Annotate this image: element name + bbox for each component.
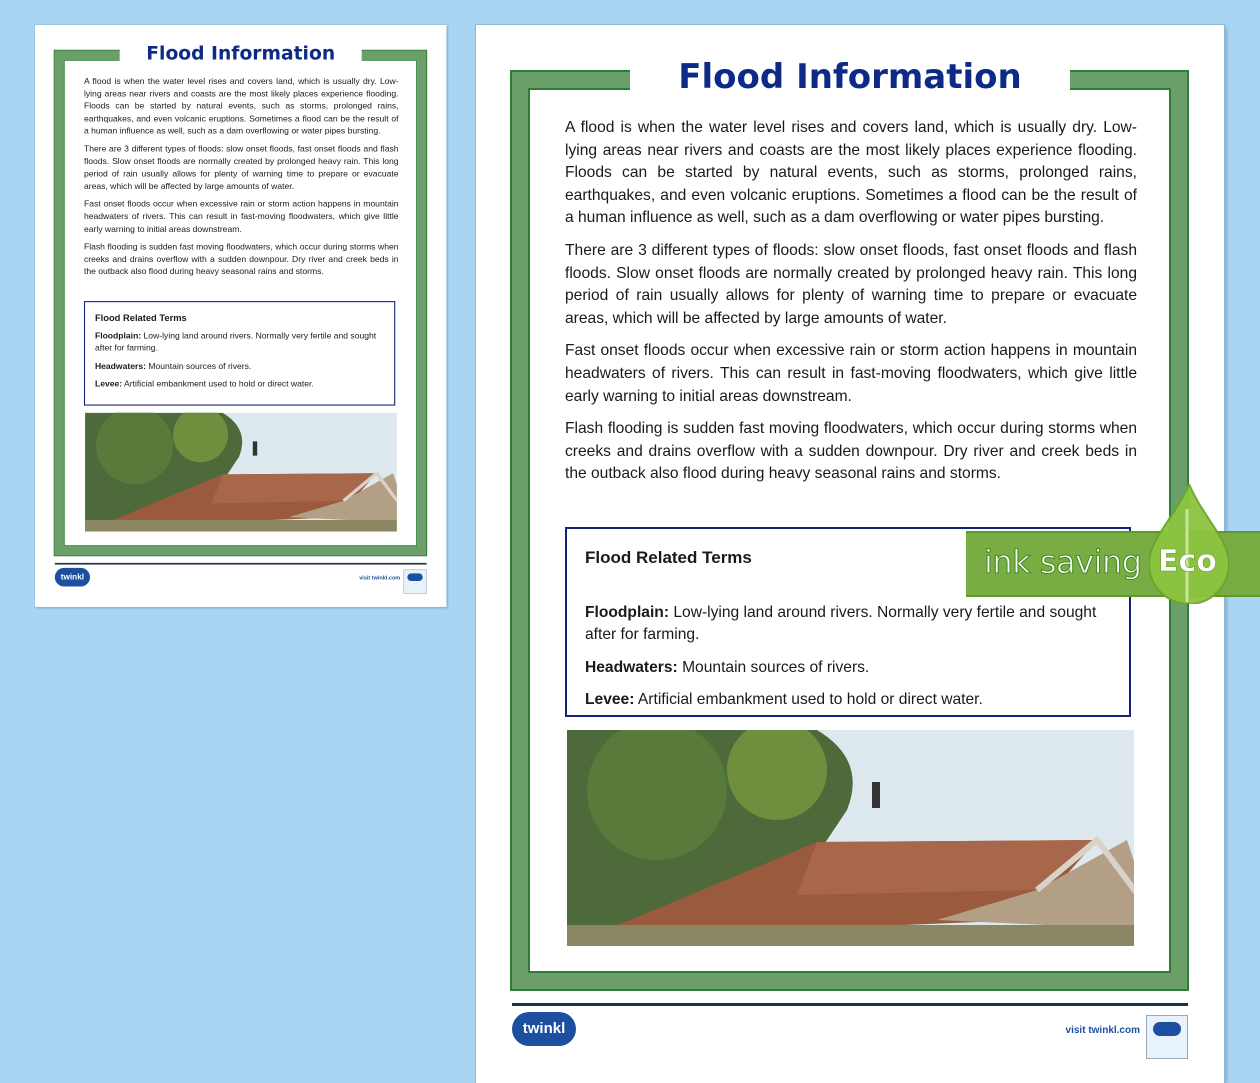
- eco-label: Eco: [1158, 544, 1217, 579]
- terms-heading: Flood Related Terms: [585, 548, 752, 567]
- flooded-house-illustration: [567, 730, 1134, 946]
- term-item: [585, 657, 1111, 680]
- flooded-house-illustration: [85, 413, 397, 532]
- document-preview-small: [35, 25, 446, 607]
- definition: Artificial embankment used to hold or direct water.: [122, 379, 314, 389]
- term-item: [95, 330, 384, 355]
- footer-divider: [512, 1003, 1188, 1006]
- paragraph: Fast onset floods occur when excessive rain or storm action happens in mountain headwaters of rivers. This can result in fast-moving floodwaters, which give little early warning to initial areas downstream.: [565, 342, 1137, 405]
- terms-box: [84, 301, 395, 406]
- body-text: [84, 76, 399, 284]
- paragraph: There are 3 different types of floods: slow onset floods, fast onset floods and flash floods. Slow onset floods are normally created by prolonged heavy rain. This long period of rain usually allows for plenty of warning time to prepare or evacuate areas, which will be affected by large amounts of water.: [565, 241, 1137, 327]
- term-item: [585, 689, 1111, 712]
- paragraph: A flood is when the water level rises and covers land, which is usually dry. Low-lying areas near rivers and coasts are the most likely places experience flooding. Floods can be started by natural events, such as storms, prolonged rains, earthquakes, and even volcanic eruptions. Sometimes a flood can be the result of a human influence as well, such as a dam overflowing or water pipes bursting.: [83, 76, 399, 136]
- page-title: [476, 53, 1224, 101]
- twinkl-logo: twinkl: [512, 1012, 576, 1046]
- paragraph: There are 3 different types of floods: slow onset floods, fast onset floods and flash floods. Slow onset floods are normally created by prolonged heavy rain. This long period of rain usually allows for plenty of warning time to prepare or evacuate areas, which will be affected by large amounts of water.: [83, 144, 399, 191]
- definition: Artificial embankment used to hold or direct water.: [634, 691, 983, 709]
- definition: Low-lying land around rivers. Normally very fertile and sought after for farming.: [585, 603, 1097, 644]
- term: Headwaters:: [585, 658, 678, 676]
- visit-link[interactable]: visit twinkl.com: [1065, 1025, 1140, 1036]
- quality-badge-icon: [404, 570, 427, 594]
- term-item: [95, 360, 384, 372]
- term: Headwaters:: [94, 361, 146, 371]
- paragraph: Flash flooding is sudden fast moving floodwaters, which occur during storms when creeks and drains overflow with a sudden downpour. Dry river and creek beds in the outback also flood during heavy seasonal rains and storms.: [83, 242, 399, 277]
- page-title: [35, 40, 446, 66]
- definition: Low-lying land around rivers. Normally very fertile and sought after for farming.: [94, 331, 377, 353]
- term: Levee:: [94, 379, 123, 389]
- paragraph: A flood is when the water level rises and covers land, which is usually dry. Low-lying areas near rivers and coasts are the most likely places experience flooding. Floods can be started by natural events, such as storms, prolonged rains, earthquakes, and even volcanic eruptions. Sometimes a flood can be the result of a human influence as well, such as a dam overflowing or water pipes bursting.: [565, 119, 1137, 227]
- term: Floodplain:: [94, 331, 142, 341]
- twinkl-logo: twinkl: [55, 568, 90, 587]
- definition: Mountain sources of rivers.: [677, 658, 870, 676]
- footer-divider: [55, 563, 427, 565]
- term: Levee:: [585, 691, 635, 709]
- definition: Mountain sources of rivers.: [145, 361, 252, 371]
- visit-link[interactable]: visit twinkl.com: [359, 575, 401, 582]
- quality-badge-icon: [1146, 1015, 1188, 1059]
- ink-saving-label: ink saving: [984, 543, 1142, 581]
- paragraph: Fast onset floods occur when excessive rain or storm action happens in mountain headwaters of rivers. This can result in fast-moving floodwaters, which give little early warning to initial areas downstream.: [83, 199, 399, 234]
- title-text: Flood Information: [120, 40, 362, 66]
- paragraph: Flash flooding is sudden fast moving floodwaters, which occur during storms when creeks and drains overflow with a sudden downpour. Dry river and creek beds in the outback also flood during heavy seasonal rains and storms.: [565, 420, 1137, 483]
- term-item: [95, 378, 384, 390]
- terms-heading: Flood Related Terms: [94, 312, 187, 324]
- term: Floodplain:: [585, 603, 670, 621]
- title-text: Flood Information: [630, 53, 1069, 101]
- term-item: [585, 602, 1111, 647]
- body-text: [565, 117, 1137, 496]
